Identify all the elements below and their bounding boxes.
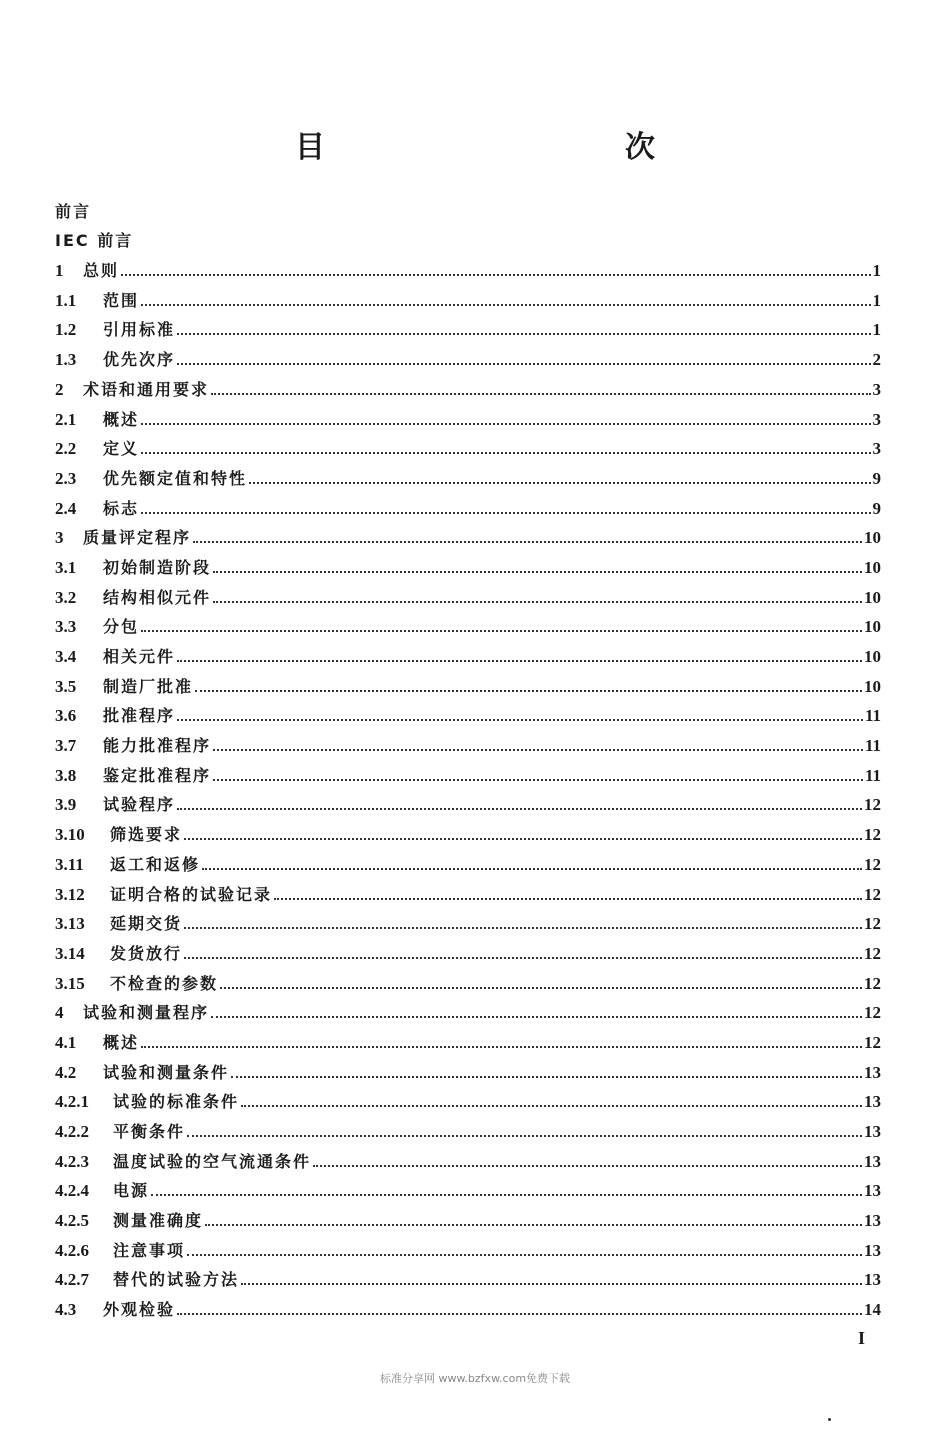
toc-entry-title: 批准程序 [103, 706, 176, 726]
toc-dot-leader [213, 749, 863, 751]
toc-entry-page: 11 [864, 706, 881, 726]
toc-dot-leader [141, 1046, 862, 1048]
toc-entry-number: 4.2 [55, 1062, 77, 1082]
toc-entry-number: 3.14 [55, 943, 85, 963]
toc-entry[interactable] [55, 637, 881, 667]
page-number: I [858, 1328, 866, 1348]
toc-entry[interactable] [55, 697, 881, 727]
toc-dot-leader [177, 1313, 862, 1315]
toc-entry-page: 3 [872, 439, 881, 459]
toc-entry-number: 3.13 [55, 914, 85, 934]
toc-entry-title: 术语和通用要求 [83, 379, 210, 399]
toc-entry-title: 证明合格的试验记录 [110, 884, 273, 904]
toc-entry-title: 电源 [113, 1181, 150, 1201]
page-title: 目 次 [295, 130, 735, 165]
toc-entry-number: 1.1 [55, 290, 77, 310]
toc-entry[interactable] [55, 786, 881, 816]
toc-entry-number: 2.3 [55, 468, 77, 488]
toc-entry-page: 12 [864, 884, 881, 904]
toc-entry-title: 总则 [83, 261, 120, 281]
toc-entry[interactable] [55, 875, 881, 905]
toc-entry-page: 12 [864, 854, 881, 874]
toc-entry-number: 3.15 [55, 973, 85, 993]
toc-entry-page: 10 [864, 528, 881, 548]
toc-entry-page: 3 [872, 379, 881, 399]
toc-dot-leader [202, 868, 862, 870]
toc-entry-page: 10 [864, 587, 881, 607]
toc-entry-number: 3.3 [55, 617, 77, 637]
toc-entry-title: 标志 [103, 498, 140, 518]
toc-entry[interactable] [55, 905, 881, 935]
toc-entry[interactable] [55, 1142, 881, 1172]
toc-dot-leader [211, 1016, 862, 1018]
toc-entry[interactable] [55, 519, 881, 549]
toc-entry-page: 12 [864, 1032, 881, 1052]
toc-entry-page: 13 [864, 1181, 881, 1201]
toc-entry-page: 1 [872, 290, 881, 310]
toc-entry-title: 试验和测量程序 [83, 1003, 210, 1023]
toc-entry-title: 前言 [55, 201, 92, 221]
toc-dot-leader [177, 333, 870, 335]
toc-dot-leader [193, 541, 862, 543]
toc-entry-page: 13 [864, 1270, 881, 1290]
toc-entry-title: 试验的标准条件 [113, 1092, 240, 1112]
toc-entry-number: 3.7 [55, 736, 77, 756]
toc-entry-page: 12 [864, 795, 881, 815]
toc-entry-page: 9 [872, 468, 881, 488]
toc-entry-number: 4 [55, 1003, 64, 1023]
toc-entry[interactable] [55, 964, 881, 994]
scan-speck [828, 1418, 831, 1421]
toc-entry-title: 定义 [103, 439, 140, 459]
toc-dot-leader [141, 423, 870, 425]
toc-dot-leader [141, 630, 862, 632]
toc-entry-page: 10 [864, 647, 881, 666]
toc-entry-title: 筛选要求 [110, 825, 183, 845]
toc-entry-number: 2.2 [55, 439, 77, 459]
toc-entry-page: 14 [864, 1300, 881, 1320]
toc-entry[interactable] [55, 934, 881, 964]
toc-entry[interactable] [55, 370, 881, 400]
toc-dot-leader [313, 1165, 862, 1167]
toc-entry-page: 13 [864, 1151, 881, 1171]
toc-entry-number: 3.6 [55, 706, 77, 726]
toc-dot-leader [184, 957, 862, 959]
toc-entry-number: 3.4 [55, 647, 77, 666]
toc-dot-leader [211, 393, 870, 395]
toc-entry-number: 3.11 [55, 854, 84, 874]
toc-entry-number: 3.5 [55, 676, 77, 696]
toc-entry-title: 替代的试验方法 [113, 1270, 240, 1290]
toc-entry-number: 4.1 [55, 1032, 77, 1052]
toc-dot-leader [151, 1194, 862, 1196]
toc-entry-page: 3 [872, 409, 881, 429]
footer-watermark: 标准分享网 www.bzfxw.com免费下载 [379, 1372, 571, 1385]
toc-entry-page: 13 [864, 1240, 881, 1260]
toc-dot-leader [241, 1105, 862, 1107]
toc-entry[interactable] [55, 311, 881, 341]
toc-entry-title: 引用标准 [103, 320, 176, 340]
toc-entry-number: 3 [55, 528, 64, 548]
toc-dot-leader [249, 482, 870, 484]
toc-entry-page: 10 [864, 557, 881, 577]
toc-dot-leader [184, 927, 862, 929]
toc-entry[interactable] [55, 489, 881, 519]
toc-dot-leader [213, 601, 862, 603]
toc-dot-leader [187, 1254, 862, 1256]
toc-entry-number: 4.2.7 [55, 1270, 89, 1290]
toc-dot-leader [177, 363, 870, 365]
toc-entry-number: 3.1 [55, 557, 77, 577]
toc-entry-title: 鉴定批准程序 [103, 765, 212, 785]
toc-entry[interactable] [55, 1261, 881, 1291]
toc-entry[interactable] [55, 1231, 881, 1261]
toc-entry-page: 13 [864, 1092, 881, 1112]
toc-entry-number: 1.3 [55, 350, 77, 370]
toc-entry-title: 质量评定程序 [83, 528, 192, 548]
toc-entry[interactable] [55, 281, 881, 311]
toc-dot-leader [141, 452, 870, 454]
toc-entry[interactable] [55, 756, 881, 786]
toc-entry-title: 不检查的参数 [110, 973, 219, 993]
toc-entry[interactable] [55, 1201, 881, 1231]
toc-entry[interactable] [55, 726, 881, 756]
toc-entry[interactable] [55, 1172, 881, 1202]
toc-entry-title: IEC 前言 [55, 231, 134, 251]
toc-entry-page: 12 [864, 1003, 881, 1023]
toc-entry-number: 4.2.6 [55, 1240, 89, 1260]
toc-entry[interactable] [55, 1083, 881, 1113]
toc-dot-leader [187, 1135, 862, 1137]
toc-entry[interactable] [55, 578, 881, 608]
toc-entry-page: 11 [864, 765, 881, 785]
toc-entry-title: 发货放行 [110, 943, 183, 963]
toc-entry-number: 3.9 [55, 795, 77, 815]
toc-entry-title: 分包 [103, 617, 140, 637]
toc-dot-leader [177, 660, 862, 662]
toc-entry-title: 优先额定值和特性 [103, 468, 248, 488]
toc-entry-page: 1 [872, 320, 881, 340]
toc-dot-leader [141, 304, 870, 306]
toc-dot-leader [177, 719, 863, 721]
toc-dot-leader [195, 690, 862, 692]
toc-entry[interactable] [55, 400, 881, 430]
toc-front-matter-iec-preface[interactable] [55, 222, 881, 252]
toc-entry[interactable] [55, 1112, 881, 1142]
toc-entry-title: 范围 [103, 290, 140, 310]
toc-entry[interactable] [55, 548, 881, 578]
toc-entry[interactable] [55, 459, 881, 489]
toc-entry-page: 13 [864, 1211, 881, 1231]
toc-entry-number: 3.8 [55, 765, 77, 785]
toc-dot-leader [141, 512, 870, 514]
toc-entry-title: 注意事项 [113, 1240, 186, 1260]
toc-entry-page: 12 [864, 914, 881, 934]
toc-entry-title: 初始制造阶段 [103, 557, 212, 577]
toc-dot-leader [184, 838, 862, 840]
toc-entry-page: 9 [872, 498, 881, 518]
toc-entry-title: 概述 [103, 1032, 140, 1052]
toc-dot-leader [213, 779, 863, 781]
toc-entry[interactable] [55, 251, 881, 281]
toc-entry[interactable] [55, 1290, 881, 1320]
toc-entry[interactable] [55, 667, 881, 697]
toc-dot-leader [231, 1076, 862, 1078]
toc-entry-number: 2.4 [55, 498, 77, 518]
toc-entry-title: 外观检验 [103, 1300, 176, 1320]
toc-entry[interactable] [55, 340, 881, 370]
toc-entry-title: 优先次序 [103, 350, 176, 370]
toc-entry-title: 平衡条件 [113, 1122, 186, 1141]
toc-entry-page: 12 [864, 973, 881, 993]
toc-entry-page: 13 [864, 1062, 881, 1082]
toc-entry-number: 3.10 [55, 825, 85, 845]
toc-entry-title: 概述 [103, 409, 140, 429]
toc-entry-page: 10 [864, 676, 881, 696]
toc-entry-title: 测量准确度 [113, 1211, 204, 1231]
toc-entry-number: 3.2 [55, 587, 77, 607]
toc-entry-number: 1 [55, 261, 64, 281]
toc-entry-title: 延期交货 [110, 914, 183, 934]
toc-entry-page: 2 [872, 350, 881, 370]
toc-entry-page: 12 [864, 943, 881, 963]
toc-entry-title: 试验程序 [103, 795, 176, 815]
toc-entry-title: 制造厂批准 [103, 676, 194, 696]
toc-entry[interactable] [55, 608, 881, 638]
toc-dot-leader [213, 571, 862, 573]
toc-entry[interactable] [55, 845, 881, 875]
toc-entry-number: 1.2 [55, 320, 77, 340]
toc-entry-number: 4.2.2 [55, 1122, 89, 1141]
toc-entry[interactable] [55, 815, 881, 845]
toc-entry-title: 温度试验的空气流通条件 [113, 1151, 312, 1171]
toc-dot-leader [205, 1224, 862, 1226]
toc-dot-leader [220, 987, 862, 989]
toc-entry-number: 3.12 [55, 884, 85, 904]
toc-dot-leader [241, 1283, 862, 1285]
toc-entry-number: 4.2.1 [55, 1092, 89, 1112]
toc-entry-title: 试验和测量条件 [103, 1062, 230, 1082]
toc-entry-title: 结构相似元件 [103, 587, 212, 607]
toc-entry-number: 4.2.4 [55, 1181, 89, 1201]
toc-entry-page: 13 [864, 1122, 881, 1141]
toc-entry-title: 能力批准程序 [103, 736, 212, 756]
toc-entry-number: 2.1 [55, 409, 77, 429]
toc-entry-number: 4.2.3 [55, 1151, 89, 1171]
toc-entry-page: 11 [864, 736, 881, 756]
toc-dot-leader [274, 898, 862, 900]
toc-entry-number: 2 [55, 379, 64, 399]
toc-entry-number: 4.3 [55, 1300, 77, 1320]
toc-dot-leader [177, 808, 862, 810]
toc-entry-title: 相关元件 [103, 647, 176, 666]
toc-entry[interactable] [55, 1023, 881, 1053]
toc-entry[interactable] [55, 1053, 881, 1083]
toc-entry-number: 4.2.5 [55, 1211, 89, 1231]
toc-entry-title: 返工和返修 [110, 854, 201, 874]
toc-dot-leader [121, 274, 870, 276]
toc-entry[interactable] [55, 430, 881, 460]
toc-entry-page: 12 [864, 825, 881, 845]
toc-entry[interactable] [55, 994, 881, 1024]
table-of-contents [55, 192, 881, 1320]
toc-entry-page: 1 [872, 261, 881, 281]
toc-front-matter-preface[interactable] [55, 192, 881, 222]
toc-entry-page: 10 [864, 617, 881, 637]
